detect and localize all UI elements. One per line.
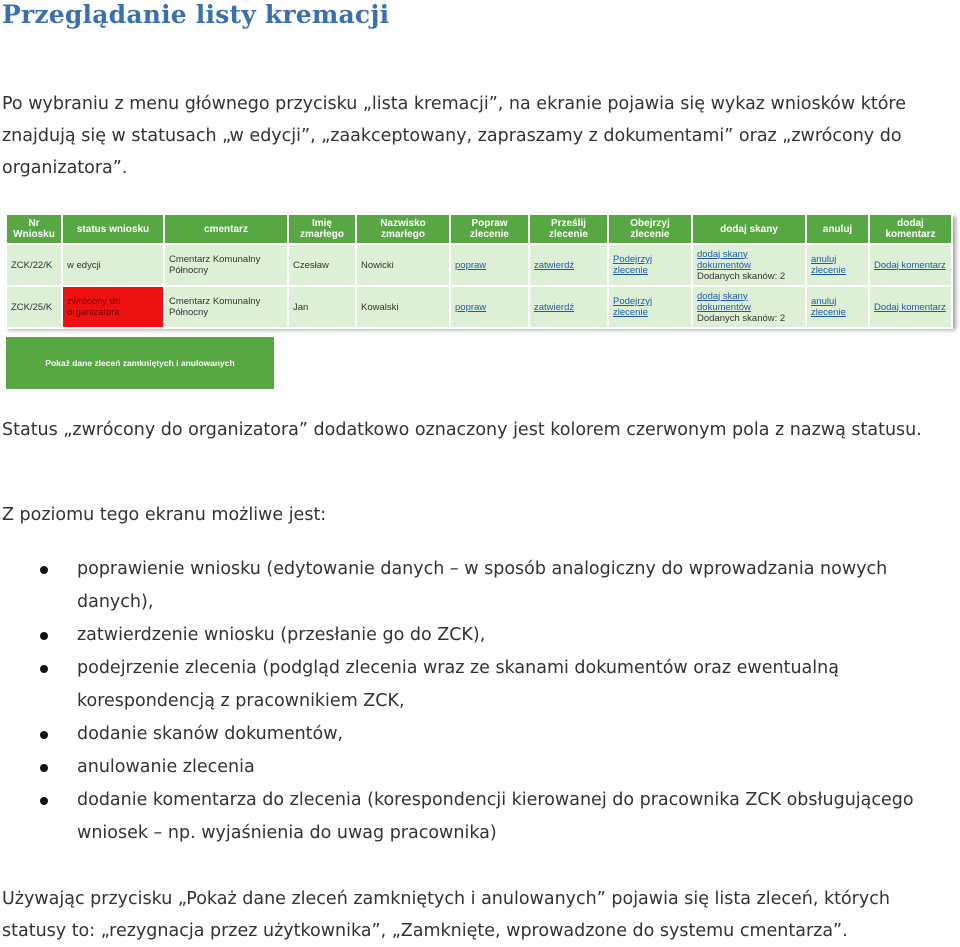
header-first-name: Imię zmarłego — [289, 215, 355, 243]
list-item: poprawienie wniosku (edytowanie danych – w sposób analogiczny do wprowadzania nowych danych), — [0, 553, 958, 619]
approve-link[interactable]: zatwierdź — [530, 245, 607, 285]
header-last-name: Nazwisko zmarłego — [357, 215, 449, 243]
scans-count: Dodanych skanów: 2 — [697, 312, 786, 324]
cell-first-name: Jan — [289, 287, 355, 327]
approve-link[interactable]: zatwierdź — [530, 287, 607, 327]
status-note-paragraph: Status „zwrócony do organizatora” dodatkowo oznaczony jest kolorem czerwonym pola z nazwą statusu. — [2, 420, 922, 440]
cancel-order-link[interactable]: anuluj zlecenie — [807, 287, 868, 327]
edit-link[interactable]: popraw — [451, 245, 528, 285]
table-row — [7, 245, 951, 285]
cell-cemetery: Cmentarz Komunalny Północny — [165, 245, 287, 285]
header-scans: dodaj skany — [693, 215, 805, 243]
view-order-link[interactable]: Podejrzyj zlecenie — [609, 245, 691, 285]
cell-nr: ZCK/22/K — [7, 245, 61, 285]
page-heading: Przeglądanie listy kremacji — [2, 0, 390, 29]
header-cemetery: cmentarz — [165, 215, 287, 243]
header-comment: dodaj komentarz — [870, 215, 951, 243]
view-order-link[interactable]: Podejrzyj zlecenie — [609, 287, 691, 327]
cell-scans — [693, 287, 805, 327]
cremation-list-screenshot — [5, 213, 953, 327]
cell-status-returned: zwrócony do organizatora — [63, 287, 163, 327]
cremation-list-table — [5, 213, 953, 329]
closing-paragraph: Używając przycisku „Pokaż dane zleceń zamkniętych i anulowanych” pojawia się lista zleceń, których statusy to: „rezygnacja przez użytkownika”, „Zamknięte, wprowadzone do systemu cmentarza”. — [2, 889, 890, 941]
edit-link[interactable]: popraw — [451, 287, 528, 327]
show-closed-cancelled-button[interactable]: Pokaż dane zleceń zamkniętych i anulowanych — [6, 337, 274, 389]
cell-status: w edycji — [63, 245, 163, 285]
cell-nr: ZCK/25/K — [7, 287, 61, 327]
cell-cemetery: Cmentarz Komunalny Północny — [165, 287, 287, 327]
intro-paragraph: Po wybraniu z menu głównego przycisku „lista kremacji”, na ekranie pojawia się wykaz wniosków które znajdują się w statusach „w edycji”, „zaakceptowany, zapraszamy z dokumentami” oraz „zwrócony do organizatora”. — [2, 94, 907, 178]
cell-last-name: Nowicki — [357, 245, 449, 285]
cell-first-name: Czesław — [289, 245, 355, 285]
list-item: dodanie skanów dokumentów, — [0, 718, 958, 751]
header-nr: Nr Wniosku — [7, 215, 61, 243]
list-item: podejrzenie zlecenia (podgląd zlecenia wraz ze skanami dokumentów oraz ewentualną korespondencją z pracownikiem ZCK, — [0, 652, 958, 718]
cell-last-name: Kowalski — [357, 287, 449, 327]
header-view: Obejrzyj zlecenie — [609, 215, 691, 243]
cell-scans — [693, 245, 805, 285]
header-send: Prześlij zlecenie — [530, 215, 607, 243]
scans-count: Dodanych skanów: 2 — [697, 270, 786, 282]
table-row — [7, 287, 951, 327]
options-list — [0, 553, 958, 850]
header-cancel: anuluj — [807, 215, 868, 243]
add-comment-link[interactable]: Dodaj komentarz — [870, 245, 951, 285]
add-comment-link[interactable]: Dodaj komentarz — [870, 287, 951, 327]
header-status: status wniosku — [63, 215, 163, 243]
options-intro: Z poziomu tego ekranu możliwe jest: — [2, 505, 327, 525]
list-item: zatwierdzenie wniosku (przesłanie go do ZCK), — [0, 619, 958, 652]
add-scans-link[interactable]: dodaj skany dokumentów — [697, 248, 751, 271]
add-scans-link[interactable]: dodaj skany dokumentów — [697, 290, 751, 313]
header-edit: Popraw zlecenie — [451, 215, 528, 243]
list-item: anulowanie zlecenia — [0, 751, 958, 784]
table-header-row — [7, 215, 951, 243]
cancel-order-link[interactable]: anuluj zlecenie — [807, 245, 868, 285]
list-item: dodanie komentarza do zlecenia (korespondencji kierowanej do pracownika ZCK obsługującego wniosek – np. wyjaśnienia do uwag pracownika) — [0, 784, 958, 850]
